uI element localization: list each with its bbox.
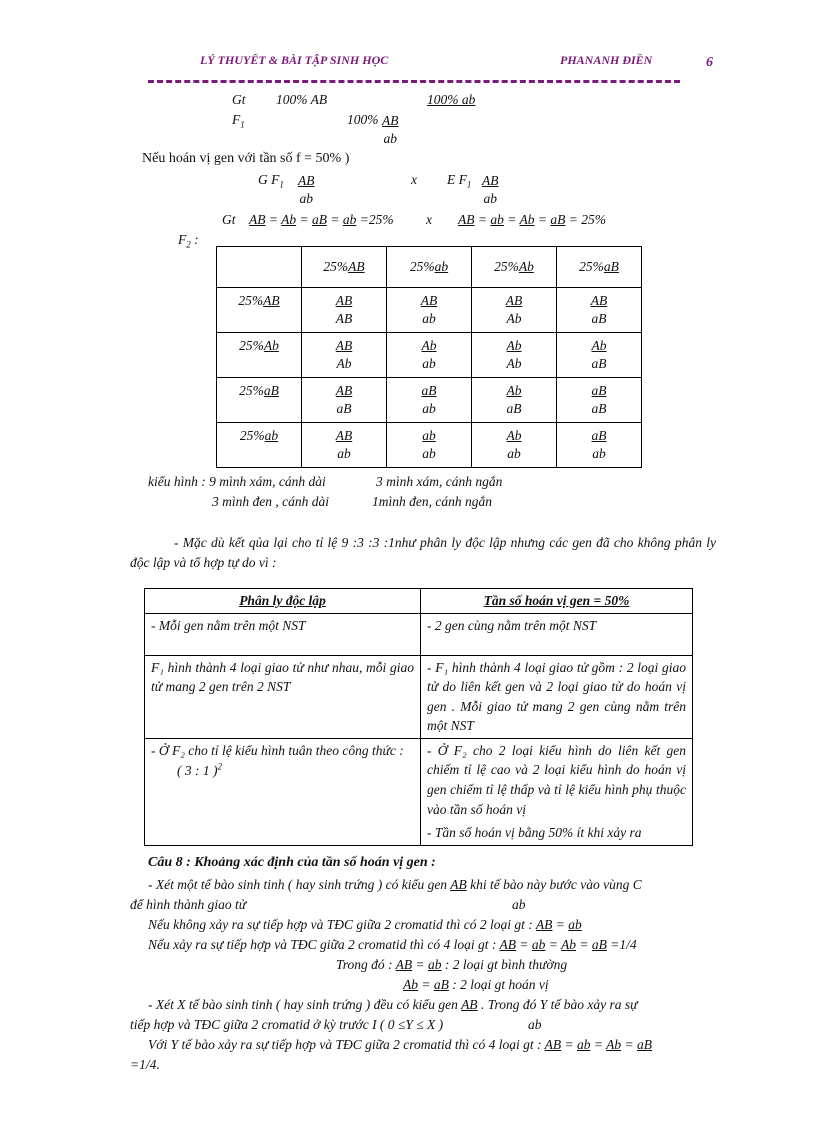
comparison-cell: - Tần số hoán vị bằng 50% ít khi xảy ra — [421, 821, 693, 845]
cau8-p6: - Xét X tế bào sinh tinh ( hay sinh trứng ) đều có kiểu gen AB . Trong đó Y tế bào xảy ra sự — [148, 997, 638, 1012]
comparison-header: Phân ly độc lập — [145, 589, 421, 614]
comparison-cell: - Ở F₂ cho 2 loại kiểu hình do liên kết gen chiếm tỉ lệ cao và 2 loại kiểu hình do hoán vị gen chiếm tỉ lệ thấp và tỉ lệ kiểu hình phụ thuộc vào tần số hoán vị — [421, 738, 693, 821]
cau8-p6-line2: tiếp hợp và TĐC giữa 2 cromatid ở kỳ trước I ( 0 ≤Y ≤ X ) — [130, 1017, 444, 1032]
comparison-header-row — [145, 589, 693, 614]
cau8-title: Câu 8 : Khoảng xác định của tần số hoán vị gen : — [148, 855, 436, 870]
header-rule — [148, 80, 680, 83]
f1-frac: $\frac{AB}{ab}$ — [382, 113, 399, 147]
header-author: PHANANH ĐIỀN — [560, 53, 653, 67]
ef1-label: E $F_1$ — [447, 172, 472, 190]
gt2-label: Gt — [222, 212, 236, 227]
punnett-col-header: 25%Ab — [472, 247, 557, 288]
gt1-label: Gt — [232, 92, 246, 107]
page-number: 6 — [706, 55, 713, 70]
comparison-cell: F₁ hình thành 4 loại giao tử như nhau, mỗi giao tử mang 2 gen trên 2 NST — [145, 655, 421, 738]
punnett-cell: $\frac{Ab}{ab}$ — [387, 333, 472, 378]
cross-x: x — [411, 172, 417, 187]
cau8-p3: Nếu xảy ra sự tiếp hợp và TĐC giữa 2 cromatid thì có 4 loại gt : AB = ab = Ab = aB =1/4 — [148, 937, 637, 952]
comparison-table — [144, 588, 693, 846]
cau8-p5: Ab = aB : 2 loại gt hoán vị — [403, 977, 549, 992]
punnett-row-header: 25%AB — [217, 288, 302, 333]
cau8-p1-den: ab — [512, 897, 526, 912]
punnett-corner — [217, 247, 302, 288]
punnett-cell: $\frac{AB}{ab}$ — [302, 423, 387, 468]
punnett-col-header: 25%ab — [387, 247, 472, 288]
punnett-row-header: 25%aB — [217, 378, 302, 423]
punnett-header-row — [217, 247, 642, 288]
phenotype-line2a: 3 mình đen , cánh dài — [212, 494, 329, 509]
cau8-p1: - Xét một tế bào sinh tinh ( hay sinh trứng ) có kiểu gen AB khi tế bào này bước vào vùng C — [148, 877, 642, 892]
punnett-cell: $\frac{AB}{AB}$ — [302, 288, 387, 333]
punnett-cell: $\frac{AB}{aB}$ — [557, 288, 642, 333]
punnett-row — [217, 378, 642, 423]
comparison-cell: - F₁ hình thành 4 loại giao tử gồm : 2 loại giao tử do liên kết gen và 2 loại giao tử do hoán vị gen . Mỗi giao tử mang 2 gen cùng nằm trên một NST — [421, 655, 693, 738]
gt2-x: x — [426, 212, 432, 227]
gt1-right: 100% ab — [427, 92, 476, 107]
punnett-cell: $\frac{Ab}{aB}$ — [557, 333, 642, 378]
f2-label: $F_2$ : — [178, 232, 199, 250]
punnett-row-header: 25%Ab — [217, 333, 302, 378]
gt2-left: AB = Ab = aB = ab =25% — [249, 212, 394, 227]
punnett-table — [216, 246, 642, 468]
punnett-cell: $\frac{aB}{ab}$ — [387, 378, 472, 423]
punnett-row — [217, 423, 642, 468]
cau8-p7: Với Y tế bào xảy ra sự tiếp hợp và TĐC giữa 2 cromatid thì có 4 loại gt : AB = ab = Ab = aB — [148, 1037, 652, 1052]
comparison-cell: - 2 gen cùng nằm trên một NST — [421, 613, 693, 655]
comparison-row — [145, 655, 693, 738]
comparison-header: Tần số hoán vị gen = 50% — [421, 589, 693, 614]
punnett-cell: $\frac{aB}{ab}$ — [557, 423, 642, 468]
formula: ( 3 : 1 )$^2$ — [177, 761, 222, 778]
phenotype-line1a: kiểu hình : 9 mình xám, cánh dài — [148, 474, 326, 489]
gf1-label: G $F_1$ — [258, 172, 284, 190]
gt1-left-text: 100% AB — [276, 92, 328, 107]
punnett-cell: $\frac{aB}{aB}$ — [557, 378, 642, 423]
punnett-cell: $\frac{Ab}{Ab}$ — [472, 333, 557, 378]
cau8-p7-line2: =1/4. — [130, 1057, 160, 1072]
punnett-cell: $\frac{Ab}{ab}$ — [472, 423, 557, 468]
punnett-cell: $\frac{AB}{Ab}$ — [302, 333, 387, 378]
punnett-row — [217, 333, 642, 378]
punnett-row-header: 25%ab — [217, 423, 302, 468]
f1-label: $F_1$ — [232, 112, 245, 130]
cau8-p6-den: ab — [528, 1017, 542, 1032]
phenotype-line2b: 1mình đen, cánh ngắn — [372, 494, 492, 509]
punnett-col-header: 25%AB — [302, 247, 387, 288]
gf1-frac: $\frac{AB}{ab}$ — [298, 173, 315, 207]
comparison-cell: - Ở F₂ cho tỉ lệ kiểu hình tuân theo công thức : ( 3 : 1 )$^2$ — [145, 738, 421, 845]
f1-pct: 100% — [347, 112, 379, 127]
gt1-left — [276, 92, 327, 108]
phenotype-line1b: 3 mình xám, cánh ngắn — [376, 474, 503, 489]
header-title: LÝ THUYẾT & BÀI TẬP SINH HỌC — [200, 53, 389, 67]
note-paragraph: - Mặc dù kết qủa lại cho tỉ lệ 9 :3 :3 :1như phân ly độc lập nhưng các gen đã cho không phân ly độc lập và tổ hợp tự do vì : — [130, 535, 716, 570]
gt2-right: AB = ab = Ab = aB = 25% — [458, 212, 606, 227]
punnett-col-header: 25%aB — [557, 247, 642, 288]
condition-text: Nếu hoán vị gen với tần số f = 50% ) — [142, 151, 350, 166]
punnett-cell: $\frac{AB}{ab}$ — [387, 288, 472, 333]
cau8-p4: Trong đó : AB = ab : 2 loại gt bình thường — [336, 957, 568, 972]
punnett-cell: $\frac{ab}{ab}$ — [387, 423, 472, 468]
punnett-cell: $\frac{AB}{aB}$ — [302, 378, 387, 423]
cau8-p2: Nếu không xảy ra sự tiếp hợp và TĐC giữa 2 cromatid thì có 2 loại gt : AB = ab — [148, 917, 582, 932]
punnett-row — [217, 288, 642, 333]
comparison-row — [145, 613, 693, 655]
cau8-p1-line2: để hình thành giao tử — [130, 897, 247, 912]
punnett-cell: $\frac{AB}{Ab}$ — [472, 288, 557, 333]
comparison-cell: - Mỗi gen nằm trên một NST — [145, 613, 421, 655]
punnett-cell: $\frac{Ab}{aB}$ — [472, 378, 557, 423]
ef1-frac: $\frac{AB}{ab}$ — [482, 173, 499, 207]
comparison-row — [145, 738, 693, 821]
